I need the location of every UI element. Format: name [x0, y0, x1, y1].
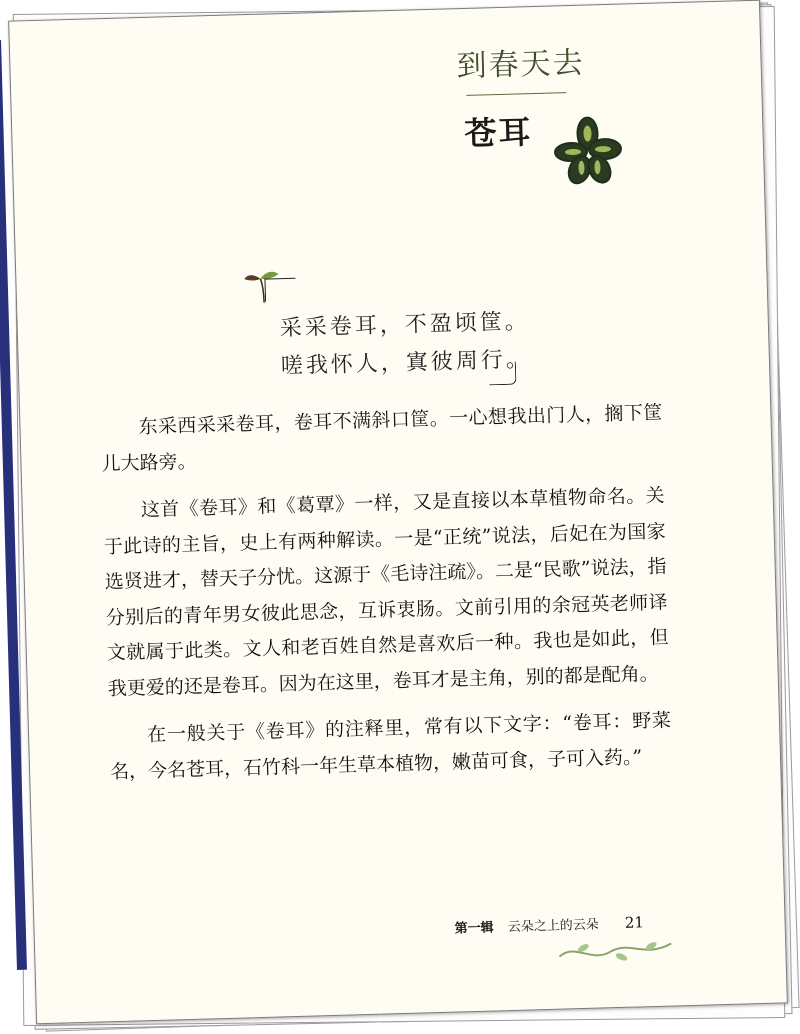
category-heading: 到春天去 [456, 45, 586, 85]
poem-line: 采采卷耳，不盈顷筐。 [279, 309, 531, 342]
book-page [8, 0, 788, 1024]
footer-section: 第一辑 [454, 920, 494, 937]
quote-bracket-top [264, 278, 296, 302]
epigraph-poem [279, 303, 531, 386]
poem-line: 嗟我怀人，寘彼周行。 [280, 347, 532, 380]
footer-section-title: 云朵之上的云朵 [507, 917, 599, 936]
page-number: 21 [624, 913, 645, 932]
body-text [100, 396, 673, 803]
paragraph: 在一般关于《卷耳》的注释里，常有以下文字：“卷耳：野菜名，今名苍耳，石竹科一年生草本植物，嫩苗可食，子可入药。” [109, 709, 672, 783]
paragraph: 东采西采采卷耳，卷耳不满斜口筐。一心想我出门人，搁下筐儿大路旁。 [101, 401, 663, 475]
vine-ornament-icon [555, 931, 676, 970]
paragraph: 这首《卷耳》和《葛覃》一样，又是直接以本草植物命名。关于此诗的主旨，史上有两种解读。一是“正统”说法，后妃在为国家选贤进才，替天子分忧。这源于《毛诗注疏》。二是“民歌”说法，指分别后的青年男女彼此思念，互诉衷肠。文前引用的余冠英老师译文就属于此类。文人和老百姓自然是喜欢后一种。我也是如此，但我更爱的还是卷耳。因为在这里，卷耳才是主角，别的都是配角。 [103, 484, 669, 700]
chapter-title: 苍耳 [463, 113, 533, 153]
leaf-cluster-icon [552, 115, 624, 187]
title-divider [466, 92, 566, 96]
